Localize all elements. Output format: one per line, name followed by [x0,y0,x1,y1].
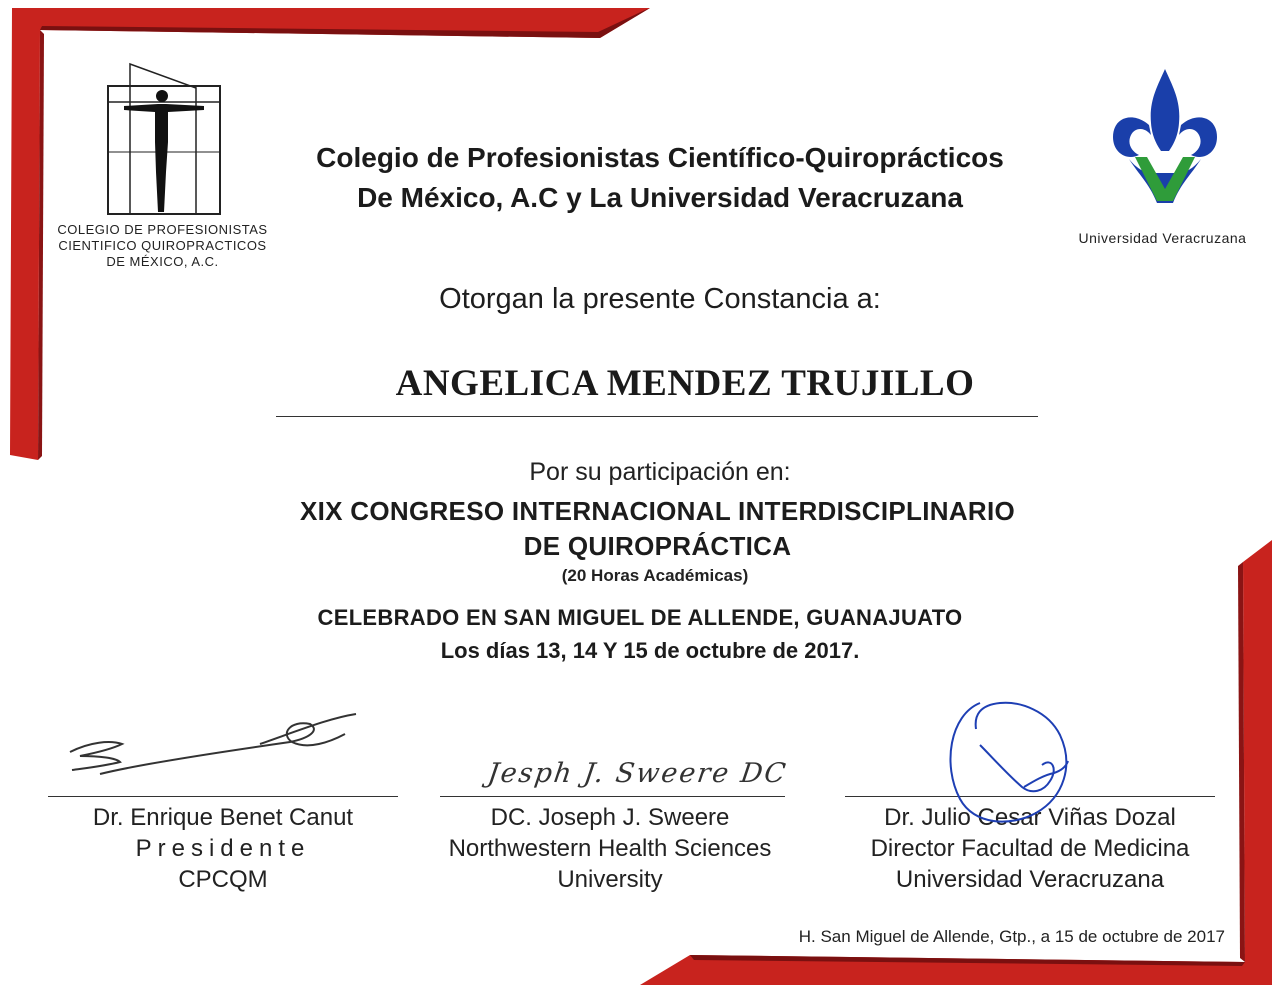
signatory-3-name: Dr. Julio Cesar Viñas Dozal [884,804,1176,831]
cpcqm-caption-line-3: DE MÉXICO, A.C. [106,254,219,269]
congress-title-line-1: XIX CONGRESO INTERNACIONAL INTERDISCIPLINARIO [299,496,1016,526]
signature-sweere: Jesph J. Sweere DC [485,758,790,789]
signatory-1-role: Presidente [135,835,311,862]
signatory-1-org: CPCQM [178,866,268,893]
signatory-1-name: Dr. Enrique Benet Canut [92,804,354,831]
signatory-3-org: Universidad Veracruzana [895,866,1165,893]
event-location: CELEBRADO EN SAN MIGUEL DE ALLENDE, GUANAJUATO [317,605,963,630]
cpcqm-caption-line-1: COLEGIO DE PROFESIONISTAS [57,222,268,237]
signatory-2 [430,802,790,895]
cpcqm-logo [100,62,230,222]
signatory-2-name: DC. Joseph J. Sweere [490,804,730,831]
signatory-2-role: Northwestern Health Sciences [448,835,772,862]
congress-hours: (20 Horas Académicas) [561,566,749,585]
signatory-2-org: University [557,866,663,893]
event-dates: Los días 13, 14 Y 15 de octubre de 2017. [440,638,860,663]
cpcqm-logo-caption [40,222,285,270]
signatory-1 [48,802,398,895]
congress-title-line-2: DE QUIROPRÁCTICA [523,531,792,561]
uv-logo [1105,65,1225,225]
header-title-line-1: Colegio de Profesionistas Científico-Quiroprácticos [316,142,1004,173]
issue-place-date: H. San Miguel de Allende, Gtp., a 15 de octubre de 2017 [798,927,1225,946]
signature-line-1 [48,796,398,797]
signature-line-2 [440,796,785,797]
signature-benet-canut [60,712,360,792]
signature-vinas-dozal [940,695,1090,835]
signatory-3-role: Director Facultad de Medicina [870,835,1190,862]
recipient-underline [276,416,1038,417]
participation-text: Por su participación en: [529,458,791,486]
uv-logo-caption: Universidad Veracruzana [1078,230,1247,246]
cpcqm-caption-line-2: CIENTIFICO QUIROPRACTICOS [58,238,267,253]
recipient-name: ANGELICA MENDEZ TRUJILLO [395,363,975,404]
header-title-line-2: De México, A.C y La Universidad Veracruzana [357,182,963,213]
grant-text: Otorgan la presente Constancia a: [439,283,881,315]
